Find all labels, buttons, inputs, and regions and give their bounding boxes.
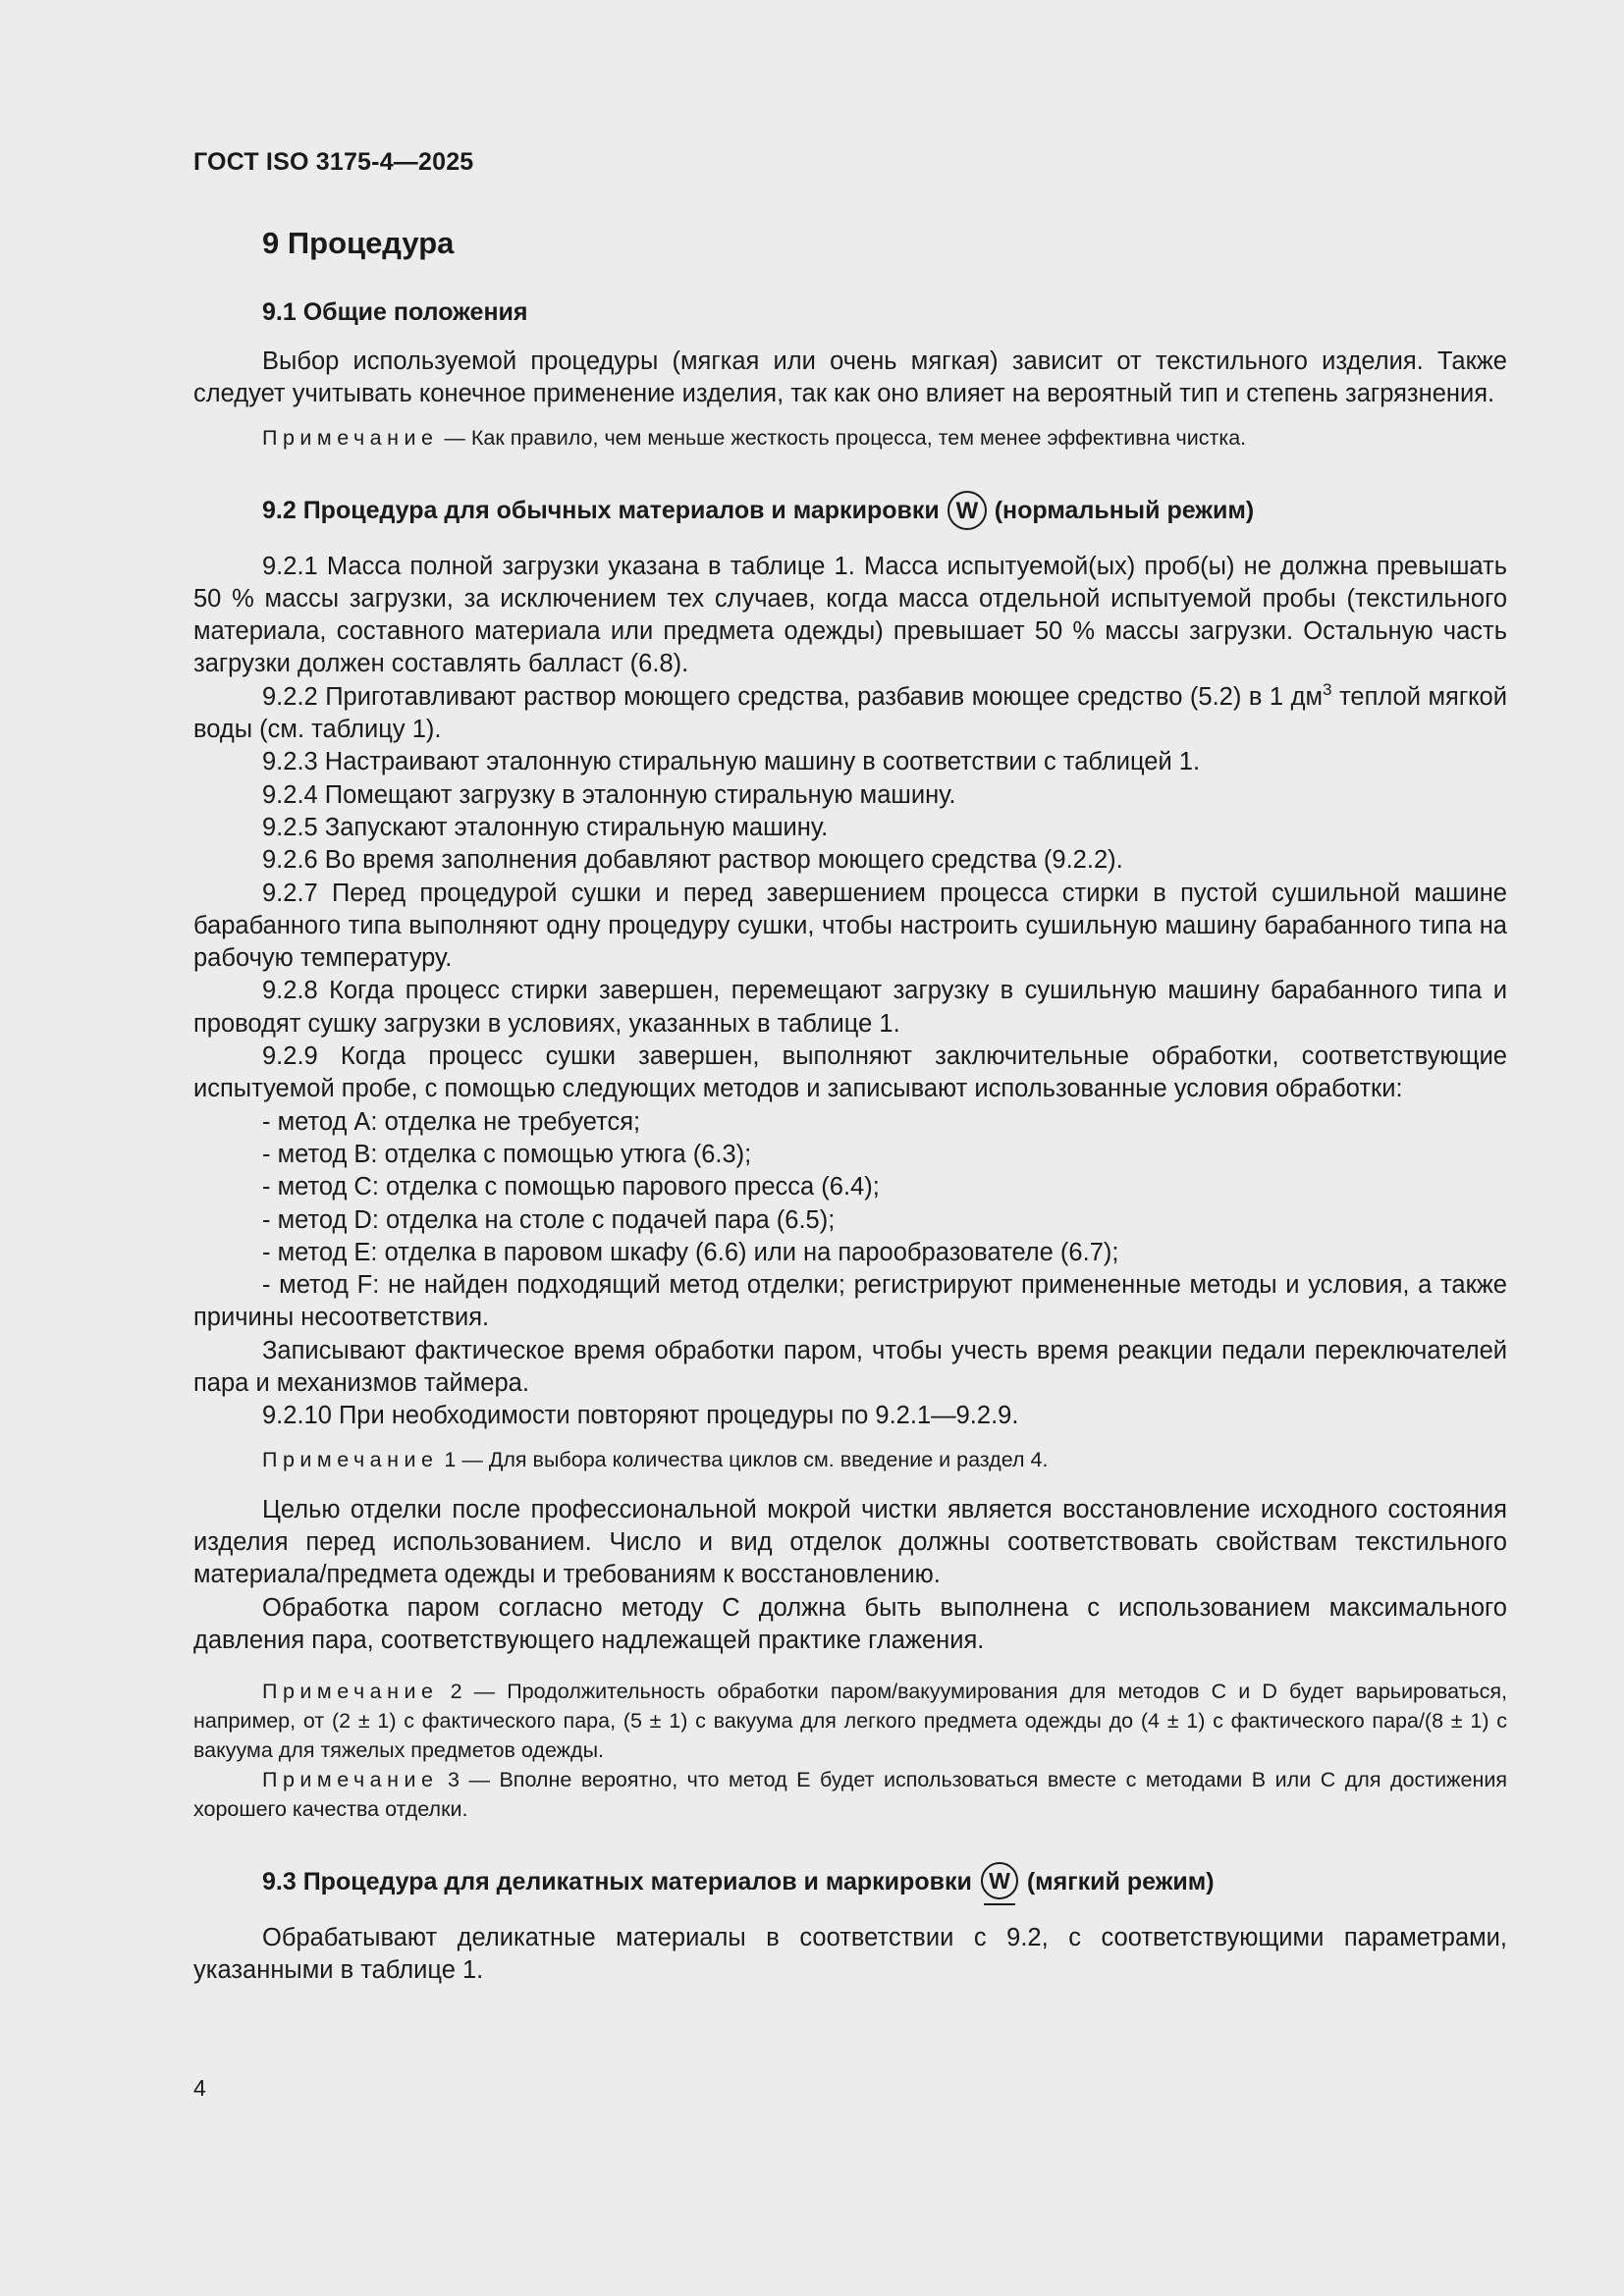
note-label: Примечание — [262, 1680, 439, 1704]
note-label: Примечание — [262, 425, 439, 450]
subsection-9-3-title — [262, 1861, 1507, 1902]
paragraph-9-2-6: 9.2.6 Во время заполнения добавляют раствор моющего средства (9.2.2). — [262, 846, 1123, 875]
list-item: - метод A: отделка не требуется; — [262, 1107, 641, 1136]
paragraph-9-2-3: 9.2.3 Настраивают эталонную стиральную машину в соответствии с таблицей 1. — [262, 748, 1201, 776]
note-3 — [193, 1765, 1507, 1824]
symbol-letter: W — [955, 497, 979, 524]
list-item: - метод C: отделка с помощью парового пресса (6.4); — [262, 1173, 880, 1201]
paragraph-9-2-7: 9.2.7 Перед процедурой сушки и перед завершением процесса стирки в пустой сушильной машине барабанного типа выполняют одну процедуру сушки, чтобы настроить сушильную машину барабанного типа на рабочую температуру. — [193, 879, 1507, 973]
paragraph-9-2-9: 9.2.9 Когда процесс сушки завершен, выполняют заключительные обработки, соответствующие испытуемой пробе, с помощью следующих методов и записывают использованные условия обработки: — [193, 1042, 1507, 1103]
paragraph-9-2-1: 9.2.1 Масса полной загрузки указана в таблице 1. Масса испытуемой(ых) проб(ы) не должна превышать 50 % массы загрузки, за исключением тех случаев, когда масса отдельной испытуемой пробы (текстильного материала, составного материала или предмета одежды) превышает 50 % массы загрузки. Остальную часть загрузки должен составлять балласт (6.8). — [193, 552, 1507, 678]
methods-list — [193, 1106, 1507, 1335]
wet-cleaning-gentle-symbol-icon — [979, 1861, 1020, 1902]
subsection-9-1-title: 9.1 Общие положения — [262, 298, 528, 326]
paragraph-9-2-8: 9.2.8 Когда процесс стирки завершен, перемещают загрузку в сушильную машину барабанного типа и проводят сушку загрузки в условиях, указанных в таблице 1. — [193, 977, 1507, 1038]
paragraph-9-2-2 — [193, 681, 1507, 747]
paragraph-9-2-5: 9.2.5 Запускают эталонную стиральную машину. — [262, 813, 829, 841]
paragraph-finishing-goal: Целью отделки после профессиональной мокрой чистки является восстановление исходного состояния изделия перед использованием. Число и вид отделок должны соответствовать свойствам текстильного материала/предмета одежды и требованиям к восстановлению. — [193, 1495, 1507, 1589]
note-2 — [193, 1677, 1507, 1765]
list-item: - метод F: не найден подходящий метод отделки; регистрируют примененные методы и условия, а также причины несоответствия. — [193, 1271, 1507, 1332]
note-9-1 — [193, 423, 1507, 453]
paragraph-9-2-2-part-a: 9.2.2 Приготавливают раствор моющего средства, разбавив моющее средство (5.2) в 1 дм — [262, 682, 1324, 711]
document-header: ГОСТ ISO 3175-4—2025 — [193, 148, 474, 176]
subsection-9-2-mode: (нормальный режим) — [994, 496, 1255, 524]
wet-cleaning-symbol-icon — [947, 490, 988, 531]
paragraph-9-3: Обрабатывают деликатные материалы в соответствии с 9.2, с соответствующими параметрами, указанными в таблице 1. — [193, 1924, 1507, 1985]
symbol-letter: W — [988, 1868, 1010, 1895]
note-text: 2 — Продолжительность обработки паром/вакуумирования для методов C и D будет варьироваться, например, от (2 ± 1) с фактического пара, (5 ± 1) с вакуума для легкого предмета одежды до (4 ± 1) с фактического пара/(8 ± 1) с вакуума для тяжелых предметов одежды. — [193, 1680, 1507, 1763]
section-title: 9 Процедура — [262, 226, 455, 260]
subsection-9-3-mode: (мягкий режим) — [1026, 1868, 1215, 1896]
paragraph-9-2-10: 9.2.10 При необходимости повторяют процедуры по 9.2.1—9.2.9. — [262, 1402, 1019, 1430]
subsection-9-2-title-text: 9.2 Процедура для обычных материалов и маркировки — [262, 496, 940, 524]
subsection-9-2-title — [262, 490, 1507, 531]
note-text: 3 — Вполне вероятно, что метод E будет использоваться вместе с методами B или C для достижения хорошего качества отделки. — [193, 1768, 1507, 1822]
list-item: - метод E: отделка в паровом шкафу (6.6) или на парообразователе (6.7); — [262, 1238, 1119, 1266]
superscript-3: 3 — [1323, 679, 1332, 699]
paragraph-steam-time: Записывают фактическое время обработки паром, чтобы учесть время реакции педали переключателей пара и механизмов таймера. — [193, 1336, 1507, 1398]
page-number: 4 — [193, 2075, 206, 2101]
note-1 — [193, 1445, 1507, 1474]
list-item: - метод B: отделка с помощью утюга (6.3); — [262, 1140, 752, 1168]
paragraph-9-1: Выбор используемой процедуры (мягкая или очень мягкая) зависит от текстильного изделия. Также следует учитывать конечное применение изделия, так как оно влияет на вероятный тип и степень загрязнения. — [193, 347, 1507, 408]
paragraph-9-2-2-part-b: теплой мягкой воды (см. таблицу 1). — [193, 682, 1507, 744]
paragraph-9-2-4: 9.2.4 Помещают загрузку в эталонную стиральную машину. — [262, 780, 956, 809]
note-label: Примечание — [262, 1447, 439, 1471]
note-label: Примечание — [262, 1768, 439, 1792]
note-text: — Как правило, чем меньше жесткость процесса, тем менее эффективна чистка. — [438, 425, 1247, 450]
subsection-9-3-title-text: 9.3 Процедура для деликатных материалов и маркировки — [262, 1868, 972, 1896]
note-text: 1 — Для выбора количества циклов см. введение и раздел 4. — [438, 1447, 1049, 1471]
page-content — [193, 222, 1507, 1988]
list-item: - метод D: отделка на столе с подачей пара (6.5); — [262, 1205, 836, 1234]
paragraph-method-c: Обработка паром согласно методу C должна быть выполнена с использованием максимального давления пара, соответствующего надлежащей практике глажения. — [193, 1593, 1507, 1654]
